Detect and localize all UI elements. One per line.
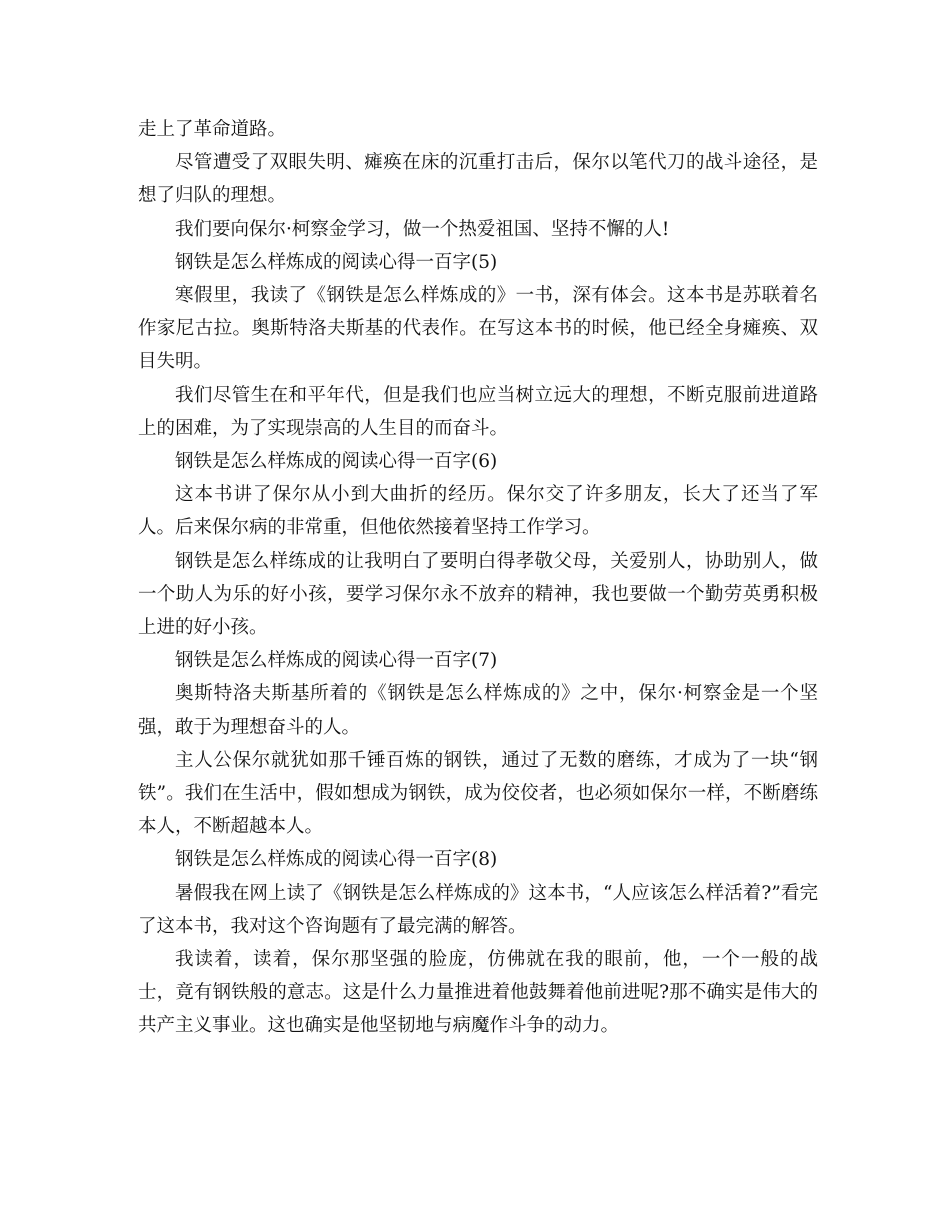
paragraph: 钢铁是怎么样练成的让我明白了要明白得孝敬父母，关爱别人，协助别人，做一个助人为乐的好小孩，要学习保尔永不放弃的精神，我也要做一个勤劳英勇积极上进的好小孩。	[138, 550, 818, 639]
paragraph: 暑假我在网上读了《钢铁是怎么样炼成的》这本书，“人应该怎么样活着?”看完了这本书，我对这个咨询题有了最完满的解答。	[138, 882, 818, 937]
paragraph: 这本书讲了保尔从小到大曲折的经历。保尔交了许多朋友，长大了还当了军人。后来保尔病的非常重，但他依然接着坚持工作学习。	[138, 484, 818, 539]
section-heading-7: 钢铁是怎么样炼成的阅读心得一百字(7)	[175, 650, 498, 672]
paragraph: 奥斯特洛夫斯基所着的《钢铁是怎么样炼成的》之中，保尔·柯察金是一个坚强，敢于为理想奋斗的人。	[138, 683, 818, 738]
paragraph: 寒假里，我读了《钢铁是怎么样炼成的》一书，深有体会。这本书是苏联着名作家尼古拉。奥斯特洛夫斯基的代表作。在写这本书的时候，他已经全身瘫痪、双目失明。	[138, 285, 818, 373]
paragraph: 我们要向保尔·柯察金学习，做一个热爱祖国、坚持不懈的人!	[175, 218, 670, 240]
section-heading-5: 钢铁是怎么样炼成的阅读心得一百字(5)	[175, 251, 498, 273]
paragraph: 尽管遭受了双眼失明、瘫痪在床的沉重打击后，保尔以笔代刀的战斗途径，是想了归队的理想。	[138, 152, 818, 207]
section-heading-6: 钢铁是怎么样炼成的阅读心得一百字(6)	[175, 451, 498, 473]
paragraph-continuation: 走上了革命道路。	[138, 119, 287, 140]
paragraph: 我们尽管生在和平年代，但是我们也应当树立远大的理想，不断克服前进道路上的困难，为了实现崇高的人生目的而奋斗。	[138, 384, 818, 439]
section-heading-8: 钢铁是怎么样炼成的阅读心得一百字(8)	[175, 849, 498, 871]
document-body	[138, 113, 818, 1043]
paragraph: 主人公保尔就犹如那千锤百炼的钢铁，通过了无数的磨练，才成为了一块“钢铁”。我们在生活中，假如想成为钢铁，成为佼佼者，也必须如保尔一样，不断磨练本人，不断超越本人。	[138, 749, 818, 838]
paragraph: 我读着，读着，保尔那坚强的脸庞，仿佛就在我的眼前，他，一个一般的战士，竟有钢铁般的意志。这是什么力量推进着他鼓舞着他前进呢?那不确实是伟大的共产主义事业。这也确实是他坚韧地与病魔作斗争的动力。	[138, 949, 818, 1037]
